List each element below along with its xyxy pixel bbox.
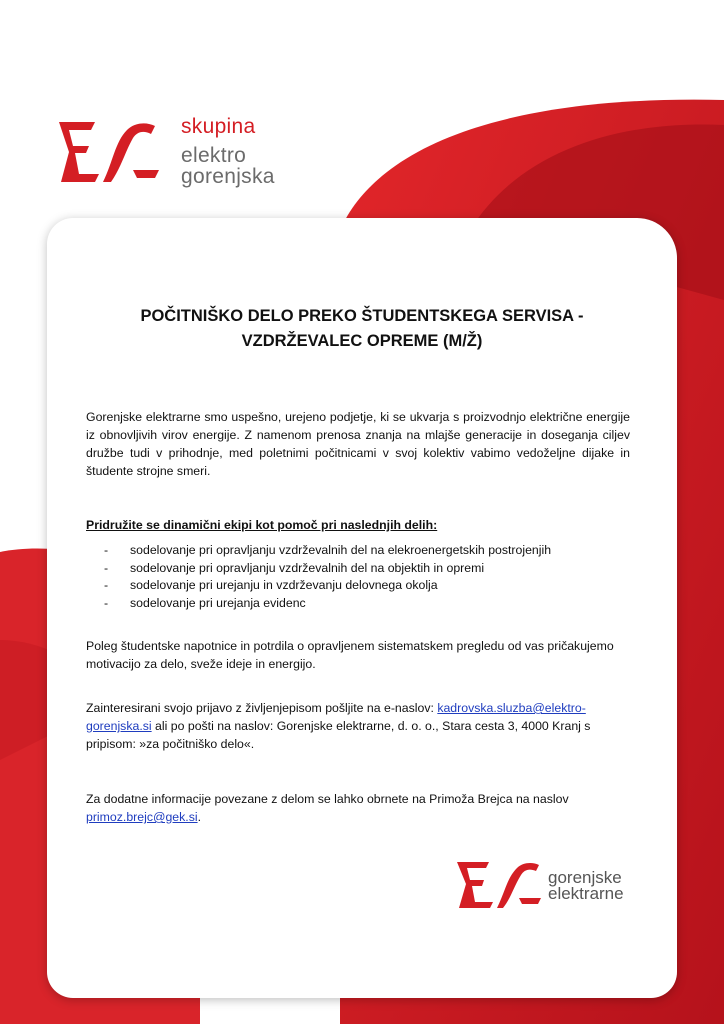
tasks-list <box>104 542 624 612</box>
list-item-text: sodelovanje pri urejanju in vzdrževanju delovnega okolja <box>130 578 438 593</box>
contact-line: Za dodatne informacije povezane z delom se lahko obrnete na Primoža Brejca na naslov <box>86 792 569 806</box>
apply-line2 <box>86 717 630 735</box>
list-item <box>104 542 624 560</box>
list-item-text: sodelovanje pri opravljanju vzdrževalnih del na elekroenergetskih postrojenjih <box>130 543 552 557</box>
hr-email-link[interactable]: kadrovska.sluzba@elektro- <box>437 701 586 715</box>
apply-line3: pripisom: »za počitniško delo«. <box>86 737 255 751</box>
page-title-line1: POČITNIŠKO DELO PREKO ŠTUDENTSKEGA SERVISA - <box>140 307 584 325</box>
bullet-dash: - <box>104 560 109 575</box>
header-brand-skupina: skupina <box>181 115 256 138</box>
intro-line: Gorenjske elektrarne smo uspešno, urejeno podjetje, ki se ukvarja s proizvodnjo električne energije <box>86 410 630 424</box>
footer-logo-icon <box>455 858 555 912</box>
hr-email-link-continued[interactable]: gorenjska.si <box>86 719 152 733</box>
header-brand-elektro: elektro <box>181 144 247 167</box>
intro-line: iz obnovljivih virov energije. Z namenom prenosa znanja na mlajše generacije in doseganja ciljev <box>86 428 630 442</box>
contact-email-line <box>86 808 630 826</box>
apply-text: Zainteresirani svojo prijavo z življenjepisom pošljite na e-naslov: <box>86 701 438 715</box>
list-item <box>104 595 624 613</box>
list-item <box>104 577 624 595</box>
expectations-line: motivacijo za delo, sveže ideje in energijo. <box>86 657 316 671</box>
footer-brand-gorenjske: gorenjske <box>548 868 622 887</box>
apply-line1 <box>86 699 630 717</box>
list-item-text: sodelovanje pri urejanja evidenc <box>130 595 306 610</box>
list-item-text: sodelovanje pri opravljanju vzdrževalnih del na objektih in opremi <box>130 560 485 575</box>
header-brand-gorenjska: gorenjska <box>181 165 275 188</box>
bullet-dash: - <box>104 595 109 610</box>
intro-line: študente strojne smeri. <box>86 464 211 478</box>
contact-trail: . <box>197 810 201 824</box>
bullet-dash: - <box>104 543 109 557</box>
list-item <box>104 560 624 578</box>
footer-brand-elektrarne: elektrarne <box>548 884 624 903</box>
tasks-heading: Pridružite se dinamični ekipi kot pomoč pri naslednjih delih: <box>86 518 438 532</box>
page-title-line2: VZDRŽEVALEC OPREME (M/Ž) <box>241 332 483 350</box>
bullet-dash: - <box>104 578 109 593</box>
intro-line: družbe tudi v prihodnje, med poletnimi počitnicami v svoj kolektiv vabimo vedoželjne dijake in <box>86 446 630 460</box>
contact-email-link[interactable]: primoz.brejc@gek.si <box>86 810 198 824</box>
apply-text: ali po pošti na naslov: Gorenjske elektrarne, d. o. o., Stara cesta 3, 4000 Kranj s <box>151 719 591 733</box>
expectations-line: Poleg študentske napotnice in potrdila o opravljenem sistematskem pregledu od vas pričakujemo <box>86 639 614 653</box>
